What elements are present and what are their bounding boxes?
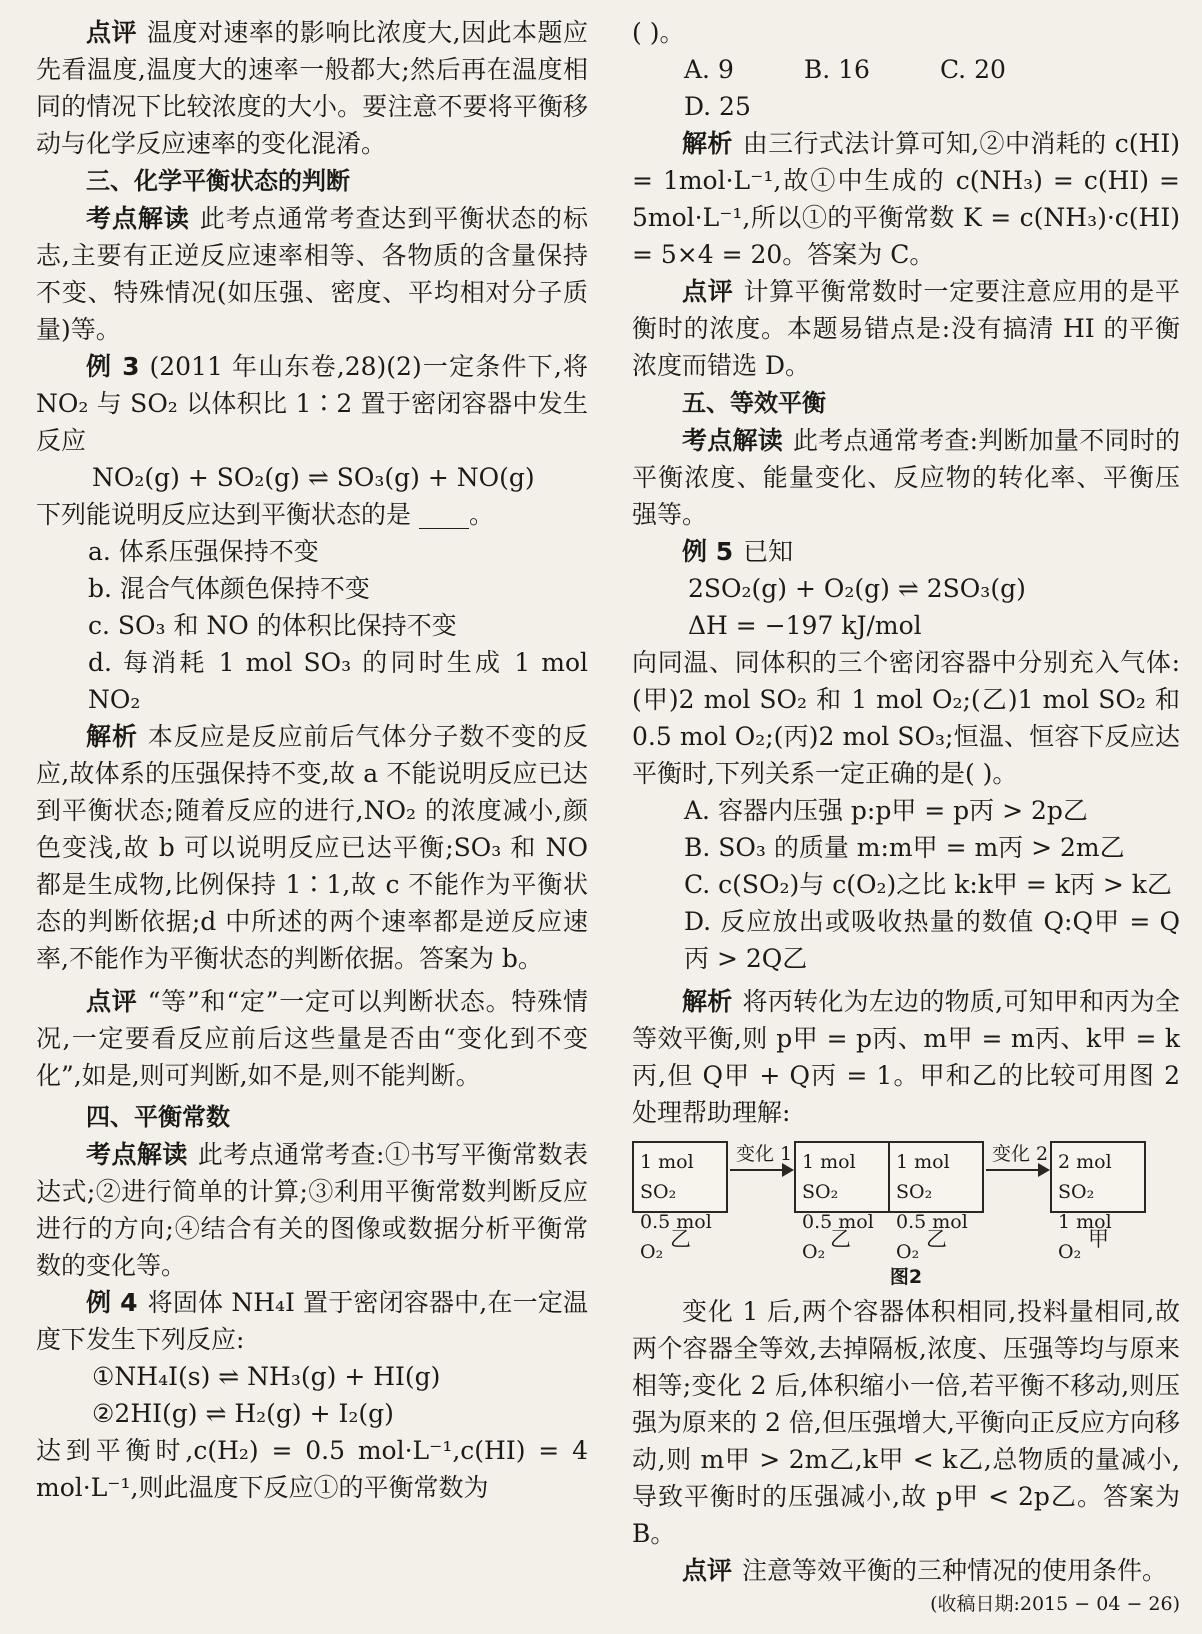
key-point-5-paragraph [632,422,1180,533]
example-3-paragraph [36,348,588,459]
section-heading-5: 五、等效平衡 [682,389,826,417]
option-D-heat: D. 反应放出或吸收热量的数值 Q:Q甲 = Q丙 > 2Q乙 [684,907,1180,973]
option-B-mass: B. SO₃ 的质量 m:m甲 = m丙 > 2m乙 [684,833,1125,862]
label-example-5: 例 5 [682,537,734,566]
arrow-label-2: 变化 2 [992,1143,1049,1165]
analysis-4-paragraph [632,125,1180,273]
comment-text: 温度对速率的影响比浓度大,因此本题应先看温度,温度大的速率一般都大;然后再在温度相同的情况下比较浓度的大小。要注意不要将平衡移动与化学反应速率的变化混淆。 [36,18,588,158]
example-4-tail: 达到平衡时,c(H₂) = 0.5 mol·L⁻¹,c(HI) = 4 mol·L⁻¹,则此温度下反应①的平衡常数为 [36,1436,588,1502]
figure-caption: 图2 [889,1266,923,1288]
comment-5-paragraph [632,1552,1180,1589]
option-C: C. 20 [939,55,1006,84]
option-C-ratio: C. c(SO₂)与 c(O₂)之比 k:k甲 = k丙 > k乙 [684,870,1172,899]
option-b: b. 混合气体颜色保持不变 [88,574,370,603]
box-line: 1 mol SO₂ [896,1151,950,1203]
right-column [632,14,1180,1619]
box-line: 1 mol SO₂ [802,1151,856,1203]
comment-4-paragraph [632,273,1180,384]
box-line: 1 mol SO₂ [640,1151,694,1203]
example-4-equation-1: ①NH₄I(s) ⇌ NH₃(g) + HI(g) [92,1362,441,1391]
figure-label-yi: 乙 [926,1227,947,1251]
option-A: A. 9 [684,55,734,84]
container-jia [1050,1141,1146,1263]
example-5-equation: 2SO₂(g) + O₂(g) ⇌ 2SO₃(g) [688,574,1026,603]
container-yi-1 [632,1141,728,1263]
label-comment: 点评 [86,18,137,47]
example-3-text: (2011 年山东卷,28)(2)一定条件下,将 NO₂ 与 SO₂ 以体积比 1∶2 置于密闭容器中发生反应 [36,352,588,455]
example-4-paragraph [36,1284,588,1358]
example-4-options [632,51,1180,125]
figure-label-yi: 乙 [830,1227,851,1251]
figure-label-yi: 乙 [670,1227,691,1251]
example-3-equation: NO₂(g) + SO₂(g) ⇌ SO₃(g) + NO(g) [92,463,535,492]
example-3-question: 下列能说明反应达到平衡状态的是 ____。 [36,500,494,529]
label-key-point: 考点解读 [682,426,783,455]
container-yi-3 [888,1141,984,1263]
box-line: 0.5 mol O₂ [640,1211,712,1263]
container-yi-2 [794,1141,890,1263]
analysis-4-text: 由三行式法计算可知,②中消耗的 c(HI) = 1mol·L⁻¹,故①中生成的 c(NH₃) = c(HI) = 5mol·L⁻¹,所以①的平衡常数 K = c(NH₃)·c(HI) = 5×4 = 20。答案为 C。 [632,129,1180,269]
example-5-question: 向同温、同体积的三个密闭容器中分别充入气体:(甲)2 mol SO₂ 和 1 mol O₂;(乙)1 mol SO₂ 和 0.5 mol O₂;(丙)2 mol SO₃;恒温、恒容下反应达平衡时,下列关系一定正确的是( )。 [632,648,1180,788]
option-c: c. SO₃ 和 NO 的体积比保持不变 [88,611,457,640]
label-comment: 点评 [682,1556,733,1585]
example-5-text: 已知 [743,537,794,566]
option-d: d. 每消耗 1 mol SO₃ 的同时生成 1 mol NO₂ [88,648,588,714]
arrow-right-icon [986,1169,1048,1171]
key-point-4-paragraph [36,1136,588,1284]
label-key-point: 考点解读 [86,204,190,233]
label-comment: 点评 [682,277,734,306]
label-analysis: 解析 [682,129,733,158]
option-B: B. 16 [803,55,870,84]
comment-5-text: 注意等效平衡的三种情况的使用条件。 [742,1556,1168,1585]
label-analysis: 解析 [682,987,733,1016]
box-line: 1 mol O₂ [1058,1211,1112,1263]
label-key-point: 考点解读 [86,1140,188,1169]
figure-label-jia: 甲 [1088,1227,1109,1251]
figure-2 [632,1141,1180,1261]
key-point-4-text: 此考点通常考查:①书写平衡常数表达式;②进行简单的计算;③利用平衡常数判断反应进行的方向;④结合有关的图像或数据分析平衡常数的变化等。 [36,1140,588,1280]
analysis-5-paragraph [632,983,1180,1131]
box-line: 0.5 mol O₂ [896,1211,968,1263]
option-D: D. 25 [684,92,751,121]
example-4-equation-2: ②2HI(g) ⇌ H₂(g) + I₂(g) [92,1399,394,1428]
comment-3-paragraph [36,983,588,1094]
analysis-5-text: 将丙转化为左边的物质,可知甲和丙为全等效平衡,则 p甲 = p丙、m甲 = m丙、k甲 = k丙,但 Q甲 + Q丙 = 1。甲和乙的比较可用图 2 处理帮助理解: [632,987,1180,1127]
label-example-4: 例 4 [86,1288,138,1317]
label-comment: 点评 [86,987,138,1016]
example-4-text: 将固体 NH₄I 置于密闭容器中,在一定温度下发生下列反应: [36,1288,588,1354]
analysis-3-paragraph [36,718,588,977]
option-a: a. 体系压强保持不变 [88,537,319,566]
label-example-3: 例 3 [86,352,140,381]
section-heading-3: 三、化学平衡状态的判断 [86,167,350,195]
example-5-enthalpy: ΔH = −197 kJ/mol [688,611,922,640]
figure-explanation: 变化 1 后,两个容器体积相同,投料量相同,故两个容器全等效,去掉隔板,浓度、压强等均与原来相等;变化 2 后,体积缩小一倍,若平衡不移动,则压强为原来的 2 倍,但压强增大,平衡向正反应方向移动,则 m甲 > 2m乙,k甲 < k乙,总物质的量减小,导致平衡时的压强减小,故 p甲 < 2p乙。答案为 B。 [632,1297,1180,1548]
section-heading-4: 四、平衡常数 [86,1103,230,1131]
example-5-paragraph [632,533,1180,570]
analysis-3-text: 本反应是反应前后气体分子数不变的反应,故体系的压强保持不变,故 a 不能说明反应已达到平衡状态;随着反应的进行,NO₂ 的浓度减小,颜色变浅,故 b 可以说明反应已达平衡;SO₃ 和 NO 都是生成物,比例保持 1∶1,故 c 不能作为平衡状态的判断依据;d 中所述的两个速率都是逆反应速率,不能作为平衡状态的判断依据。答案为 b。 [36,722,588,973]
comment-paragraph [36,14,588,162]
comment-4-text: 计算平衡常数时一定要注意应用的是平衡时的浓度。本题易错点是:没有搞清 HI 的平衡浓度而错选 D。 [632,277,1180,380]
key-point-text: 此考点通常考查达到平衡状态的标志,主要有正逆反应速率相等、各物质的含量保持不变、特殊情况(如压强、密度、平均相对分子质量)等。 [36,204,588,344]
received-date: (收稿日期:2015 − 04 − 26) [930,1593,1180,1615]
comment-3-text: “等”和“定”一定可以判断状态。特殊情况,一定要看反应前后这些量是否由“变化到不变化”,如是,则可判断,如不是,则不能判断。 [36,987,588,1090]
arrow-label-1: 变化 1 [736,1143,793,1165]
label-analysis: 解析 [86,722,138,751]
box-line: 2 mol SO₂ [1058,1151,1112,1203]
key-point-paragraph [36,200,588,348]
left-column [36,14,588,1506]
option-A-pressure: A. 容器内压强 p:p甲 = p丙 > 2p乙 [684,796,1088,825]
box-line: 0.5 mol O₂ [802,1211,874,1263]
key-point-5-text: 此考点通常考查:判断加量不同时的平衡浓度、能量变化、反应物的转化率、平衡压强等。 [632,426,1180,529]
arrow-right-icon [730,1169,792,1171]
answer-bracket: ( )。 [632,18,685,47]
